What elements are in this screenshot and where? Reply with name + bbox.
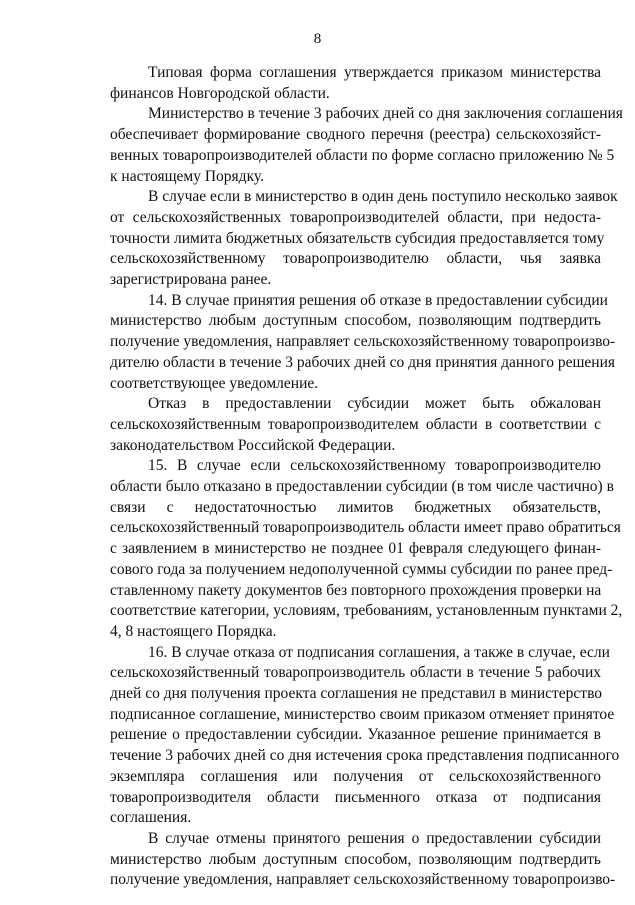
text-line: министерство любым доступным способом, позволяющим подтвердить: [110, 850, 601, 868]
text-line: зарегистрирована ранее.: [110, 271, 272, 288]
text-line: 15. В случае если сельскохозяйственному товаропроизводителю: [148, 457, 601, 475]
text-line: сельскохозяйственному товаропроизводителю области, чья заявка: [110, 250, 601, 268]
text-line: Отказ в предоставлении субсидии может быть обжалован: [148, 395, 601, 413]
text-line: 4, 8 настоящего Порядка.: [110, 622, 277, 640]
text-line: подписанное соглашение, министерство своим приказом отменяет принятое: [110, 705, 615, 723]
text-line: 14. В случае принятия решения об отказе в предоставлении субсидии: [148, 291, 608, 309]
text-line: связи с недостаточностью лимитов бюджетных обязательств,: [110, 498, 601, 516]
text-line: решение о предоставлении субсидии. Указанное решение принимается в: [110, 726, 601, 744]
text-line: сельскохозяйственный товаропроизводитель области имеет право обратиться: [110, 519, 621, 537]
text-line: ставленному пакету документов без повторного прохождения проверки на: [110, 581, 602, 599]
text-line: Министерство в течение 3 рабочих дней со дня заключения соглашения: [148, 105, 623, 123]
text-line: сового года за получением недополученной суммы субсидии по ранее пред-: [110, 560, 613, 578]
text-line: дней со дня получения проекта соглашения не представил в министерство: [110, 685, 603, 702]
text-line: В случае если в министерство в один день поступило несколько заявок: [148, 188, 618, 206]
text-line: В случае отмены принятого решения о предоставлении субсидии: [148, 829, 601, 847]
text-line: сельскохозяйственным товаропроизводителем области в соответствии с: [110, 415, 601, 433]
text-line: получение уведомления, направляет сельскохозяйственному товаропроизво-: [110, 871, 616, 889]
text-line: с заявлением в министерство не позднее 01 февраля следующего финан-: [110, 540, 601, 558]
text-line: от сельскохозяйственных товаропроизводителей области, при недоста-: [110, 208, 601, 226]
text-line: дителю области в течение 3 рабочих дней со дня принятия данного решения: [110, 353, 616, 371]
text-line: экземпляра соглашения или получения от сельскохозяйственного: [110, 767, 601, 785]
text-line: области было отказано в предоставлении субсидии (в том числе частично) в: [110, 478, 614, 495]
text-line: соглашения.: [110, 809, 192, 827]
text-line: товаропроизводителя области письменного отказа от подписания: [110, 788, 601, 806]
text-line: соответствующее уведомление.: [110, 374, 319, 392]
text-line: получение уведомления, направляет сельскохозяйственному товаропроизво-: [110, 333, 616, 351]
text-line: соответствие категории, условиям, требованиям, установленным пунктами 2,: [110, 602, 623, 620]
text-line: финансов Новгородской области.: [110, 84, 330, 102]
text-line: Типовая форма соглашения утверждается приказом министерства: [148, 64, 601, 81]
text-line: законодательством Российской Федерации.: [110, 436, 396, 454]
text-line: обеспечивает формирование сводного перечня (реестра) сельскохозяйст-: [110, 126, 601, 144]
text-line: точности лимита бюджетных обязательств субсидия предоставляется тому: [110, 229, 605, 247]
text-line: министерство любым доступным способом, позволяющим подтвердить: [110, 312, 601, 330]
page-number: 8: [313, 31, 322, 47]
text-line: венных товаропроизводителей области по форме согласно приложению № 5: [110, 146, 615, 164]
text-line: 16. В случае отказа от подписания соглашения, а также в случае, если: [148, 643, 610, 661]
text-line: сельскохозяйственный товаропроизводитель области в течение 5 рабочих: [110, 664, 601, 682]
text-line: течение 3 рабочих дней со дня истечения срока представления подписанного: [110, 747, 620, 765]
text-line: к настоящему Порядку.: [110, 167, 264, 185]
